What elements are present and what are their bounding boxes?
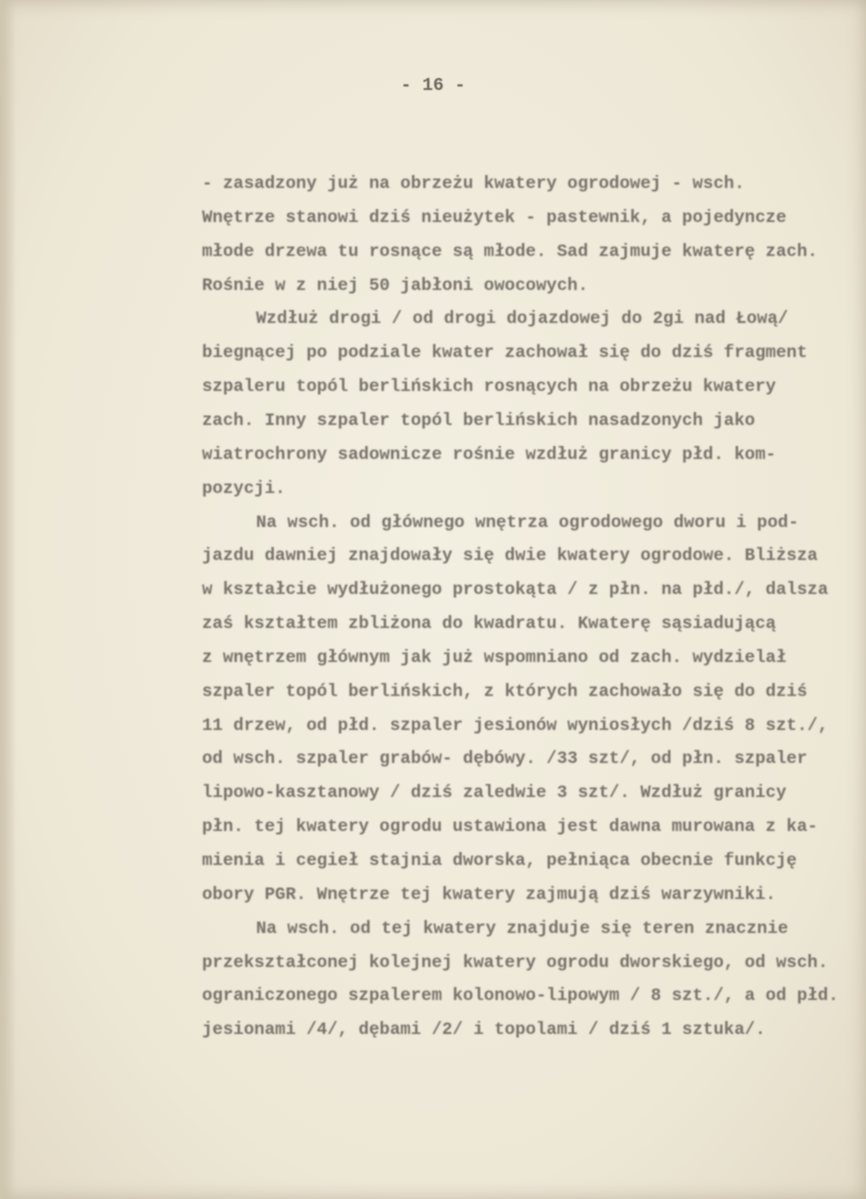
text-line: mienia i cegieł stajnia dworska, pełniąca obecnie funkcję — [202, 852, 797, 871]
text-line: szpaleru topól berlińskich rosnących na obrzeżu kwatery — [202, 378, 776, 398]
text-line: 11 drzew, od płd. szpaler jesionów wyniosłych /dziś 8 szt./, — [202, 716, 829, 736]
text-line: przekształconej kolejnej kwatery ogrodu dworskiego, od wsch. — [202, 953, 829, 973]
text-line: obory PGR. Wnętrze tej kwatery zajmują dziś warzywniki. — [202, 885, 776, 905]
text-line: biegnącej po podziale kwater zachował się do dziś fragment — [202, 344, 808, 364]
text-line: od wsch. szpaler grabów- dębówy. /33 szt/, od płn. szpaler — [202, 750, 808, 770]
text-line: młode drzewa tu rosnące są młode. Sad zajmuje kwaterę zach. — [202, 242, 818, 262]
text-line: Wzdłuż drogi / od drogi dojazdowej do 2gi nad Łową/ — [256, 310, 789, 330]
text-line: jazdu dawniej znajdowały się dwie kwatery ogrodowe. Bliższa — [202, 547, 818, 567]
text-line: szpaler topól berlińskich, z których zachowało się do dziś — [202, 682, 808, 702]
page-edge-shadow — [0, 0, 16, 1199]
text-line: Wnętrze stanowi dziś nieużytek - pastewnik, a pojedyncze — [202, 208, 787, 228]
page-number: - 16 - — [400, 76, 466, 96]
text-line: z wnętrzem głównym jak już wspomniano od zach. wydzielał — [202, 648, 787, 668]
text-line: pozycji. — [202, 479, 286, 499]
text-line: w kształcie wydłużonego prostokąta / z płn. na płd./, dalsza — [202, 581, 829, 601]
text-line: - zasadzony już na obrzeżu kwatery ogrodowej - wsch. — [202, 175, 745, 194]
text-line: Na wsch. od tej kwatery znajduje się teren znacznie — [256, 919, 789, 939]
text-line: ograniczonego szpalerem kolonowo-lipowym / 8 szt./, a od płd. — [202, 987, 839, 1007]
text-line: jesionami /4/, dębami /2/ i topolami / dziś 1 sztuka/. — [202, 1021, 766, 1041]
text-line: zaś kształtem zbliżona do kwadratu. Kwaterę sąsiadującą — [202, 615, 776, 635]
text-line: lipowo-kasztanowy / dziś zaledwie 3 szt/. Wzdłuż granicy — [202, 784, 787, 804]
text-line: Rośnie w z niej 50 jabłoni owocowych. — [202, 276, 589, 296]
text-line: Na wsch. od głównego wnętrza ogrodowego dworu i pod- — [256, 513, 799, 533]
text-line: zach. Inny szpaler topól berlińskich nasadzonych jako — [202, 411, 756, 431]
text-line: wiatrochrony sadownicze rośnie wzdłuż granicy płd. kom- — [202, 445, 776, 465]
text-line: płn. tej kwatery ogrodu ustawiona jest dawna murowana z ka- — [202, 818, 818, 838]
